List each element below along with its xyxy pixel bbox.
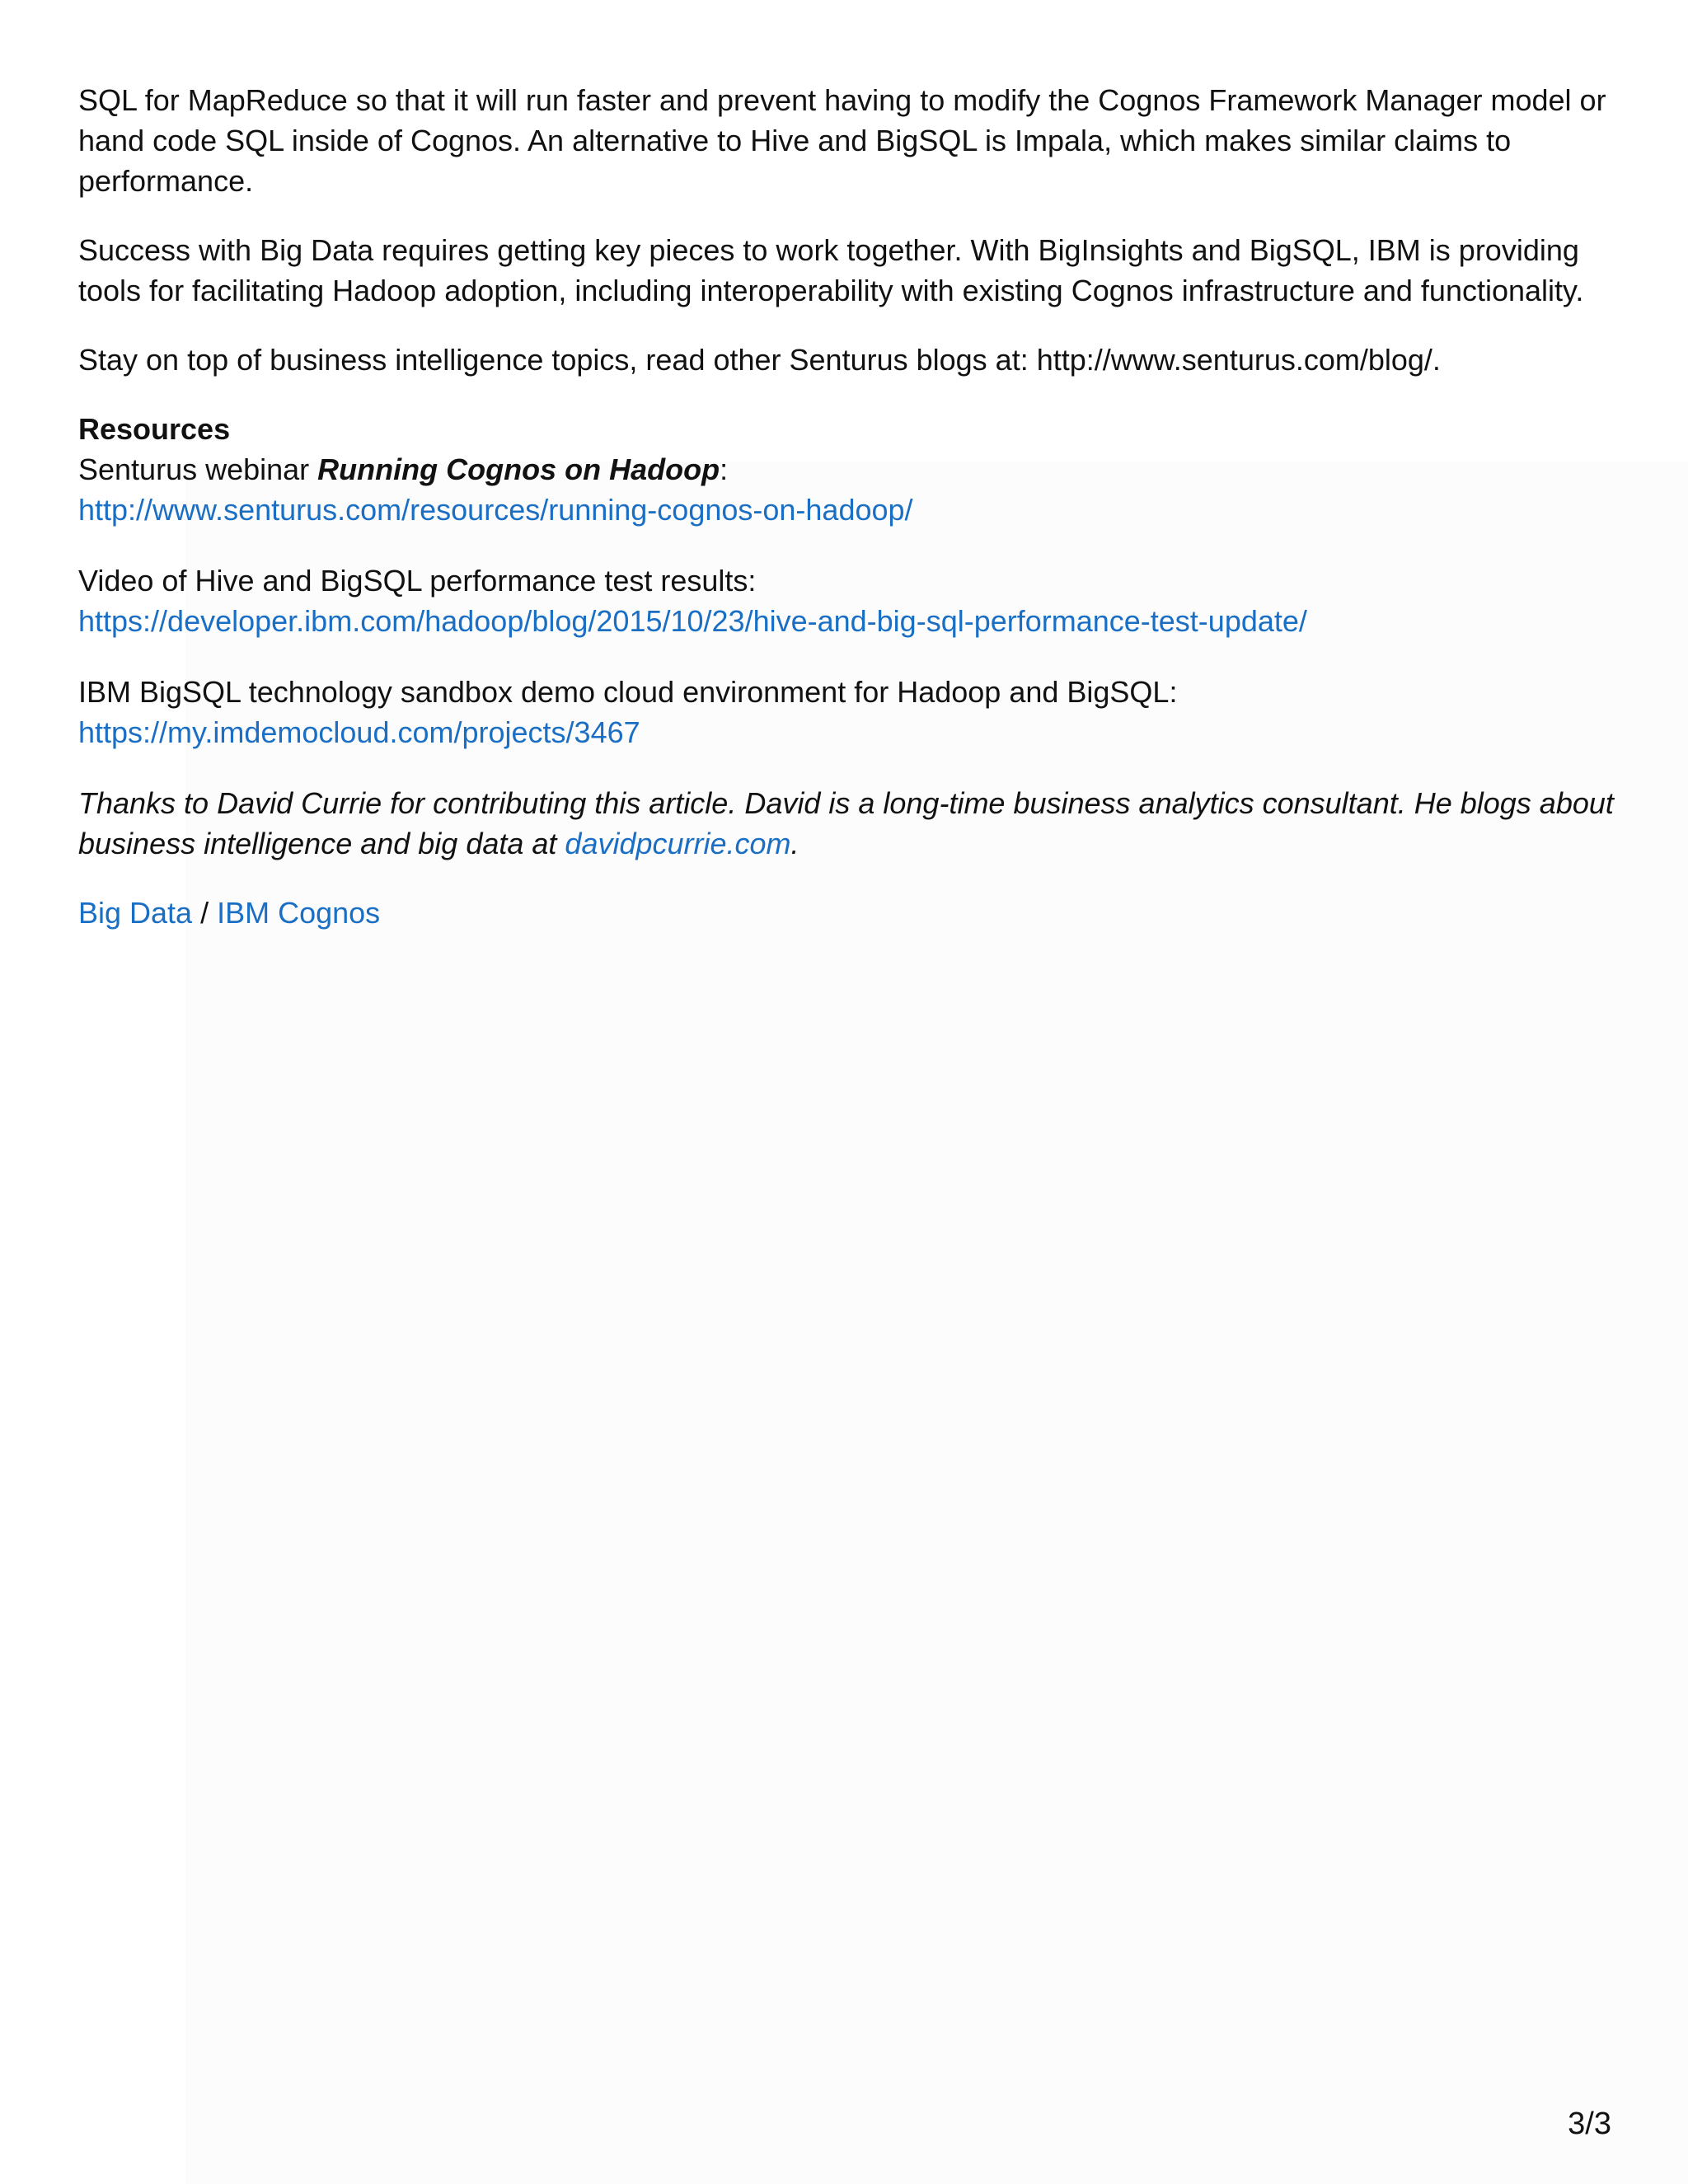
video-resource: [78, 560, 1620, 641]
author-credit: [78, 783, 1620, 864]
page-number: 3/3: [1568, 2107, 1611, 2141]
paragraph-mapreduce: SQL for MapReduce so that it will run faster and prevent having to modify the Cognos Framework Manager model or hand code SQL inside of Cognos. An alternative to Hive and BigSQL is Impala, which makes similar claims to performance.: [78, 83, 1606, 198]
video-link[interactable]: https://developer.ibm.com/hadoop/blog/2015/10/23/hive-and-big-sql-performance-test-update/: [78, 604, 1307, 638]
webinar-prefix: Senturus webinar: [78, 452, 318, 486]
resources-section: [78, 409, 1620, 530]
tag-big-data-link[interactable]: Big Data: [78, 896, 193, 930]
sandbox-label: IBM BigSQL technology sandbox demo cloud environment for Hadoop and BigSQL:: [78, 675, 1178, 709]
tag-separator: /: [192, 896, 218, 930]
webinar-line: [78, 449, 1620, 490]
sandbox-link[interactable]: https://my.imdemocloud.com/projects/3467: [78, 715, 640, 749]
webinar-suffix: :: [720, 452, 729, 486]
tag-list: [78, 893, 1620, 933]
tag-ibm-cognos-link[interactable]: IBM Cognos: [217, 896, 381, 930]
article-body: [78, 80, 1620, 962]
author-credit-end: .: [790, 827, 799, 860]
sandbox-resource: [78, 672, 1620, 752]
paragraph-blog-link: Stay on top of business intelligence topics, read other Senturus blogs at: http://www.senturus.com/blog/.: [78, 343, 1441, 377]
webinar-link[interactable]: http://www.senturus.com/resources/running-cognos-on-hadoop/: [78, 493, 913, 527]
author-credit-text: Thanks to David Currie for contributing this article. David is a long-time business analytics consultant. He blogs about business intelligence and big data at: [78, 786, 1614, 860]
paragraph-success: Success with Big Data requires getting key pieces to work together. With BigInsights and BigSQL, IBM is providing tools for facilitating Hadoop adoption, including interoperability with existing Cognos infrastructure and functionality.: [78, 233, 1584, 307]
video-label: Video of Hive and BigSQL performance test results:: [78, 564, 757, 598]
author-site-link[interactable]: davidpcurrie.com: [565, 827, 791, 860]
webinar-title: Running Cognos on Hadoop: [317, 452, 720, 486]
resources-heading: Resources: [78, 412, 231, 446]
